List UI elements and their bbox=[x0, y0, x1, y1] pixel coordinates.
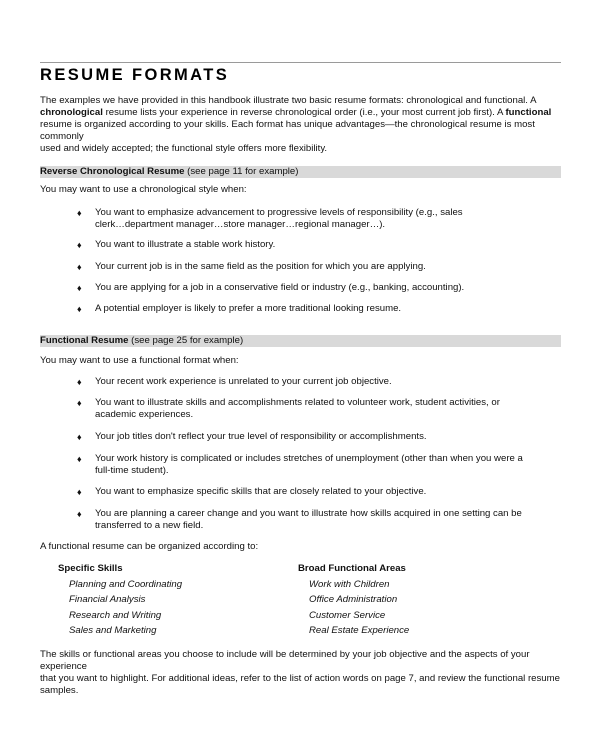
diamond-bullet-icon: ♦ bbox=[77, 454, 82, 464]
section-heading-functional bbox=[40, 335, 561, 347]
section-note: (see page 11 for example) bbox=[184, 166, 299, 177]
bullet-text: clerk…department manager…store manager…regional manager…). bbox=[95, 219, 386, 230]
bullet-text: You want to emphasize advancement to progressive levels of responsibility (e.g., sales bbox=[95, 207, 463, 218]
diamond-bullet-icon: ♦ bbox=[77, 377, 82, 387]
intro-line: resume is organized according to your skills. Each format has unique advantages—the chronological resume is most commonly bbox=[40, 119, 535, 142]
diamond-bullet-icon: ♦ bbox=[77, 398, 82, 408]
bullet-text: academic experiences. bbox=[95, 409, 194, 420]
area-item: Customer Service bbox=[309, 609, 386, 621]
bullet-text: You want to emphasize specific skills that are closely related to your objective. bbox=[95, 486, 427, 497]
bullet-text: Your work history is complicated or includes stretches of unemployment (other than when you were a bbox=[95, 453, 523, 464]
intro-line: used and widely accepted; the functional style offers more flexibility. bbox=[40, 143, 328, 154]
diamond-bullet-icon: ♦ bbox=[77, 208, 82, 218]
closing-line: The skills or functional areas you choose to include will be determined by your job objective and the aspects of your experience bbox=[40, 649, 530, 672]
list-item bbox=[40, 453, 562, 477]
organized-intro: A functional resume can be organized according to: bbox=[40, 541, 259, 552]
list-item bbox=[40, 431, 562, 443]
section-heading-chronological bbox=[40, 166, 561, 178]
skill-item: Sales and Marketing bbox=[69, 625, 157, 637]
closing-line: samples. bbox=[40, 685, 79, 696]
bullet-text: Your job titles don't reflect your true level of responsibility or accomplishments. bbox=[95, 431, 427, 442]
bullet-text: You are applying for a job in a conservative field or industry (e.g., banking, accounting). bbox=[95, 282, 465, 293]
specific-skills-column bbox=[58, 561, 182, 639]
bullet-text: You want to illustrate a stable work history. bbox=[95, 239, 276, 250]
diamond-bullet-icon: ♦ bbox=[77, 240, 82, 250]
functional-areas-column bbox=[298, 561, 409, 639]
area-item: Office Administration bbox=[309, 594, 398, 606]
diamond-bullet-icon: ♦ bbox=[77, 283, 82, 293]
column-heading: Broad Functional Areas bbox=[298, 563, 406, 574]
list-item bbox=[40, 486, 562, 498]
closing-line: that you want to highlight. For additional ideas, refer to the list of action words on page 7, and review the functional resume bbox=[40, 673, 560, 684]
diamond-bullet-icon: ♦ bbox=[77, 304, 82, 314]
section-title: Functional Resume bbox=[40, 335, 129, 346]
list-item bbox=[40, 376, 562, 388]
list-item bbox=[40, 397, 562, 421]
title-rule bbox=[40, 62, 561, 63]
bullet-text: transferred to a new field. bbox=[95, 520, 204, 531]
area-item: Real Estate Experience bbox=[309, 625, 410, 637]
intro-bold-term: chronological bbox=[40, 107, 103, 118]
bullet-text: A potential employer is likely to prefer a more traditional looking resume. bbox=[95, 303, 402, 314]
list-item bbox=[40, 303, 562, 315]
list-item bbox=[40, 261, 562, 273]
skill-item: Financial Analysis bbox=[69, 594, 146, 606]
closing-paragraph bbox=[40, 649, 562, 697]
skill-item: Research and Writing bbox=[69, 609, 162, 621]
area-item: Work with Children bbox=[309, 578, 390, 590]
bullet-text: You are planning a career change and you want to illustrate how skills acquired in one setting can be bbox=[95, 508, 522, 519]
section-lead: You may want to use a chronological style when: bbox=[40, 184, 247, 195]
section-note: (see page 25 for example) bbox=[128, 335, 244, 346]
bullet-text: Your current job is in the same field as the position for which you are applying. bbox=[95, 261, 426, 272]
skill-item: Planning and Coordinating bbox=[69, 578, 183, 590]
bullet-text: Your recent work experience is unrelated to your current job objective. bbox=[95, 376, 392, 387]
list-item bbox=[40, 207, 562, 231]
bullet-text: You want to illustrate skills and accomplishments related to volunteer work, student activities, or bbox=[95, 397, 500, 408]
diamond-bullet-icon: ♦ bbox=[77, 432, 82, 442]
section-lead: You may want to use a functional format when: bbox=[40, 355, 239, 366]
diamond-bullet-icon: ♦ bbox=[77, 509, 82, 519]
column-heading: Specific Skills bbox=[58, 563, 123, 574]
section-title: Reverse Chronological Resume bbox=[40, 166, 185, 177]
diamond-bullet-icon: ♦ bbox=[77, 487, 82, 497]
bullet-text: full-time student). bbox=[95, 465, 169, 476]
list-item bbox=[40, 239, 562, 251]
list-item bbox=[40, 508, 562, 532]
page-title: RESUME FORMATS bbox=[40, 66, 230, 84]
intro-bold-term: functional bbox=[505, 107, 552, 118]
intro-line: The examples we have provided in this handbook illustrate two basic resume formats: chronological and functional. A bbox=[40, 95, 537, 106]
intro-line: resume lists your experience in reverse chronological order (i.e., your most current job first). A bbox=[102, 107, 506, 118]
list-item bbox=[40, 282, 562, 294]
diamond-bullet-icon: ♦ bbox=[77, 262, 82, 272]
intro-paragraph bbox=[40, 95, 562, 155]
